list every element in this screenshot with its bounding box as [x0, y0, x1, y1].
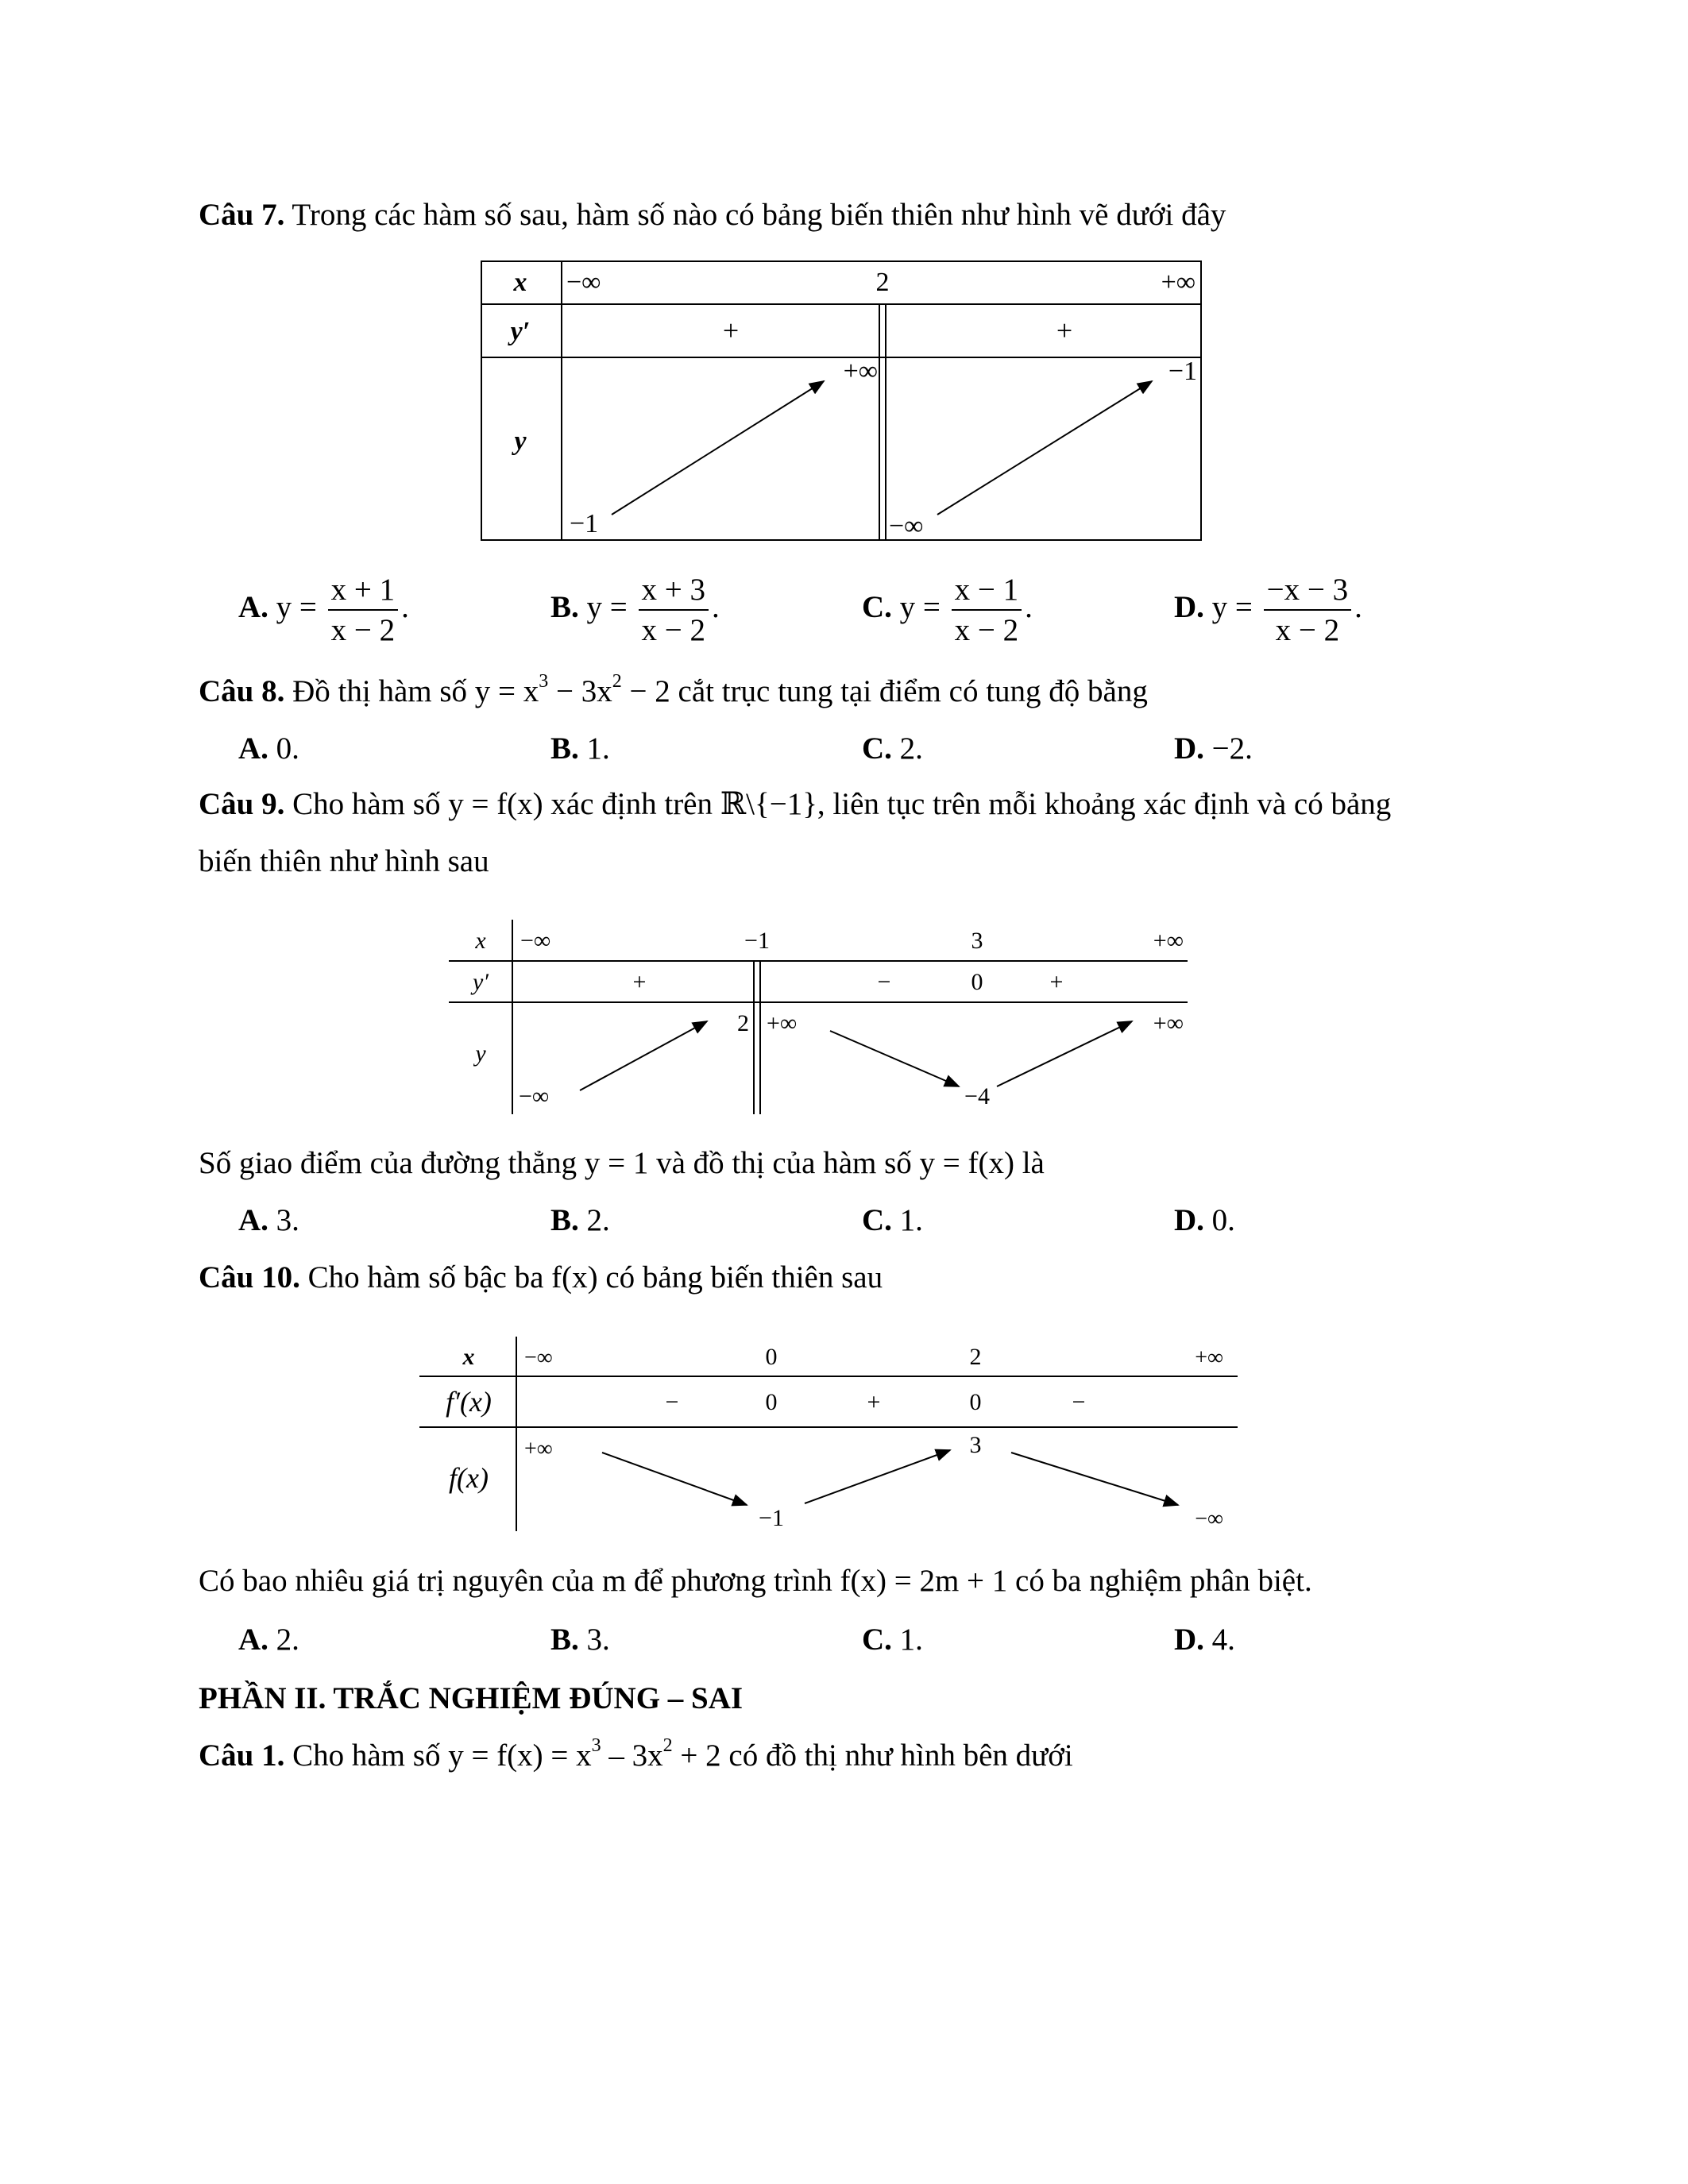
numerator: x + 3	[639, 572, 709, 611]
q10-option-c[interactable]	[862, 1622, 923, 1657]
q7-sign-1: +	[722, 314, 740, 346]
q7-y-minus1-right: −1	[1168, 357, 1197, 386]
q8-option-b-letter: B.	[550, 731, 579, 766]
q10-sign-minus-2: −	[1072, 1389, 1086, 1415]
q8-text-post: − 2 cắt trục tung tại điểm có tung độ bằng	[621, 674, 1148, 708]
q10-x-2: 2	[969, 1344, 982, 1370]
q10-arrow-3	[1011, 1453, 1178, 1505]
q9-stem-line1	[199, 786, 1391, 824]
q9-followup-text: Số giao điểm của đường thẳng y = 1 và đồ thị của hàm số y = f(x) là	[199, 1146, 1045, 1180]
q7-option-a-lhs: y =	[276, 589, 317, 624]
q7-option-d-end: .	[1354, 589, 1362, 624]
q7-option-d[interactable]	[1174, 572, 1362, 648]
q9-option-c-letter: C.	[862, 1203, 892, 1237]
q9-option-b-value: 2.	[578, 1203, 610, 1237]
denominator: x − 2	[954, 613, 1019, 647]
q7-yprime-label: y′	[510, 317, 531, 346]
q10-option-c-value: 1.	[891, 1623, 923, 1657]
q9-option-a-letter: A.	[238, 1203, 268, 1237]
q9-sign-zero: 0	[971, 969, 983, 995]
q10-option-a[interactable]	[238, 1622, 299, 1657]
q10-option-a-letter: A.	[238, 1623, 268, 1657]
q8-option-c-letter: C.	[862, 731, 892, 766]
q10-sign-zero-2: 0	[969, 1389, 982, 1415]
q7-stem	[199, 197, 1226, 234]
q10-option-d[interactable]	[1174, 1622, 1235, 1657]
q7-option-d-fraction	[1264, 572, 1352, 648]
q9-sign-plus-1: +	[632, 969, 647, 995]
q10-text: Cho hàm số bậc ba f(x) có bảng biến thiên sau	[299, 1260, 883, 1295]
q10-followup	[199, 1563, 1312, 1600]
denominator: x − 2	[330, 613, 396, 647]
q9-sign-plus-2: +	[1049, 969, 1064, 995]
q9-text1: Cho hàm số y = f(x) xác định trên ℝ\{−1}, liên tục trên mỗi khoảng xác định và có bảng	[284, 787, 1392, 821]
q7-x-neg-inf: −∞	[566, 268, 601, 297]
q9-x-label: x	[475, 928, 486, 954]
q7-option-a-letter: A.	[238, 589, 268, 624]
q9-stem-line2	[199, 843, 489, 881]
q7-option-b-letter: B.	[550, 589, 579, 624]
q10-option-d-letter: D.	[1174, 1623, 1204, 1657]
q10-f-3: 3	[969, 1432, 982, 1458]
q9-y-neg-inf: −∞	[519, 1083, 550, 1109]
q7-option-c-end: .	[1025, 589, 1033, 624]
q7-option-b-end: .	[712, 589, 720, 624]
q7-x-2: 2	[875, 268, 890, 297]
q9-label: Câu 9.	[199, 787, 285, 821]
q7-option-b-lhs: y =	[586, 589, 628, 624]
q10-sign-zero-1: 0	[765, 1389, 778, 1415]
q10-arrow-2	[805, 1450, 950, 1503]
q7-option-a-end: .	[401, 589, 409, 624]
q8-label: Câu 8.	[199, 674, 285, 708]
q9-text2: biến thiên như hình sau	[199, 844, 489, 878]
part2-heading	[199, 1680, 743, 1718]
q9-y-2: 2	[737, 1010, 749, 1036]
q9-option-a[interactable]	[238, 1202, 299, 1238]
q9-followup	[199, 1145, 1045, 1183]
q7-arrow-right	[937, 381, 1152, 515]
q10-sign-plus: +	[867, 1389, 881, 1415]
q7-y-minus1-left: −1	[570, 509, 599, 538]
p2q1-sup-2: 2	[662, 1735, 673, 1756]
q10-x-label: x	[462, 1344, 475, 1370]
q8-option-b-value: 1.	[578, 731, 610, 766]
q7-x-pos-inf: +∞	[1161, 268, 1196, 297]
q9-sign-minus: −	[877, 969, 891, 995]
q8-stem	[199, 673, 1148, 711]
q7-option-b-fraction	[639, 572, 709, 648]
q9-x-pos-inf: +∞	[1153, 928, 1184, 954]
q8-option-d-value: −2.	[1203, 731, 1253, 766]
q7-option-c-lhs: y =	[899, 589, 941, 624]
p2q1-stem	[199, 1735, 1073, 1775]
q7-y-neg-inf: −∞	[889, 511, 924, 541]
denominator: x − 2	[1275, 613, 1340, 647]
q7-variation-table	[481, 260, 1203, 542]
q7-option-b[interactable]	[550, 572, 720, 648]
q9-x-minus1: −1	[744, 928, 770, 954]
q10-followup-text: Có bao nhiêu giá trị nguyên của m để phương trình f(x) = 2m + 1 có ba nghiệm phân biệt.	[199, 1564, 1312, 1598]
q10-option-b-value: 3.	[578, 1623, 610, 1657]
q10-option-d-value: 4.	[1203, 1623, 1235, 1657]
q9-option-c-value: 1.	[891, 1203, 923, 1237]
q9-option-c[interactable]	[862, 1202, 923, 1238]
q7-option-a-fraction	[328, 572, 399, 648]
p2q1-sup-3: 3	[591, 1735, 601, 1756]
q8-text-pre: Đồ thị hàm số y = x	[284, 674, 539, 708]
numerator: −x − 3	[1264, 572, 1352, 611]
q7-option-c-letter: C.	[862, 589, 892, 624]
q9-option-d-letter: D.	[1174, 1203, 1204, 1237]
q9-x-3: 3	[971, 928, 983, 954]
q9-arrow-1	[580, 1021, 707, 1090]
q9-option-b-letter: B.	[550, 1203, 579, 1237]
q8-option-c[interactable]	[862, 731, 923, 766]
q9-y-minus4: −4	[964, 1083, 990, 1109]
q7-y-label: y	[514, 426, 527, 456]
q10-sign-minus-1: −	[665, 1389, 679, 1415]
q9-y-pos-inf-left: +∞	[767, 1010, 798, 1036]
q9-variation-table	[449, 920, 1203, 1122]
q10-option-b[interactable]	[550, 1622, 610, 1657]
q9-y-pos-inf-right: +∞	[1153, 1010, 1184, 1036]
q7-label: Câu 7.	[199, 198, 285, 232]
q7-text: Trong các hàm số sau, hàm số nào có bảng biến thiên như hình vẽ dưới đây	[284, 198, 1226, 232]
q8-option-d[interactable]	[1174, 731, 1253, 766]
q8-option-a-letter: A.	[238, 731, 268, 766]
q10-fprime-label: f′(x)	[446, 1386, 492, 1418]
q7-y-pos-inf: +∞	[843, 357, 878, 386]
q8-sup-3: 3	[539, 671, 549, 692]
q10-f-neg-inf: −∞	[1195, 1507, 1223, 1531]
q9-arrow-3	[997, 1021, 1132, 1086]
q10-f-pos-inf: +∞	[524, 1437, 553, 1461]
q10-x-neg-inf: −∞	[524, 1345, 553, 1370]
q9-arrow-2	[830, 1031, 959, 1086]
numerator: x + 1	[328, 572, 399, 611]
q9-x-neg-inf: −∞	[520, 928, 551, 954]
q9-yprime-label: y′	[473, 969, 489, 995]
q9-option-a-value: 3.	[268, 1203, 299, 1237]
q10-x-0: 0	[765, 1344, 778, 1370]
q8-sup-2: 2	[612, 671, 622, 692]
p2q1-text-post: + 2 có đồ thị như hình bên dưới	[672, 1738, 1073, 1773]
p2q1-text-pre: Cho hàm số y = f(x) = x	[284, 1738, 592, 1773]
q10-x-pos-inf: +∞	[1195, 1345, 1223, 1370]
p2q1-text-mid: – 3x	[601, 1738, 663, 1773]
q8-text-mid: − 3x	[548, 674, 612, 708]
q10-label: Câu 10.	[199, 1260, 300, 1295]
q7-option-d-lhs: y =	[1211, 589, 1253, 624]
q10-arrow-1	[602, 1453, 747, 1505]
q8-option-c-value: 2.	[891, 731, 923, 766]
q10-option-b-letter: B.	[550, 1623, 579, 1657]
q7-arrow-left	[612, 381, 824, 515]
q10-variation-table	[419, 1337, 1246, 1539]
q10-stem	[199, 1260, 883, 1297]
q7-sign-2: +	[1056, 314, 1073, 346]
q8-option-d-letter: D.	[1174, 731, 1204, 766]
q7-option-d-letter: D.	[1174, 589, 1204, 624]
q10-option-c-letter: C.	[862, 1623, 892, 1657]
q9-option-d-value: 0.	[1203, 1203, 1235, 1237]
q7-option-c[interactable]	[862, 572, 1033, 648]
q8-option-a-value: 0.	[268, 731, 299, 766]
denominator: x − 2	[641, 613, 706, 647]
q7-x-label: x	[513, 268, 527, 297]
numerator: x − 1	[952, 572, 1022, 611]
q7-option-c-fraction	[952, 572, 1022, 648]
q10-option-a-value: 2.	[268, 1623, 299, 1657]
q9-option-d[interactable]	[1174, 1202, 1235, 1238]
q10-f-label: f(x)	[449, 1462, 489, 1494]
part2-heading-text: PHẦN II. TRẮC NGHIỆM ĐÚNG – SAI	[199, 1681, 744, 1715]
p2q1-label: Câu 1.	[199, 1738, 285, 1773]
q10-f-minus1: −1	[759, 1505, 784, 1531]
q9-option-b[interactable]	[550, 1202, 610, 1238]
q8-option-a[interactable]	[238, 731, 299, 766]
q8-option-b[interactable]	[550, 731, 610, 766]
q7-option-a[interactable]	[238, 572, 409, 648]
q9-y-label: y	[475, 1040, 486, 1067]
